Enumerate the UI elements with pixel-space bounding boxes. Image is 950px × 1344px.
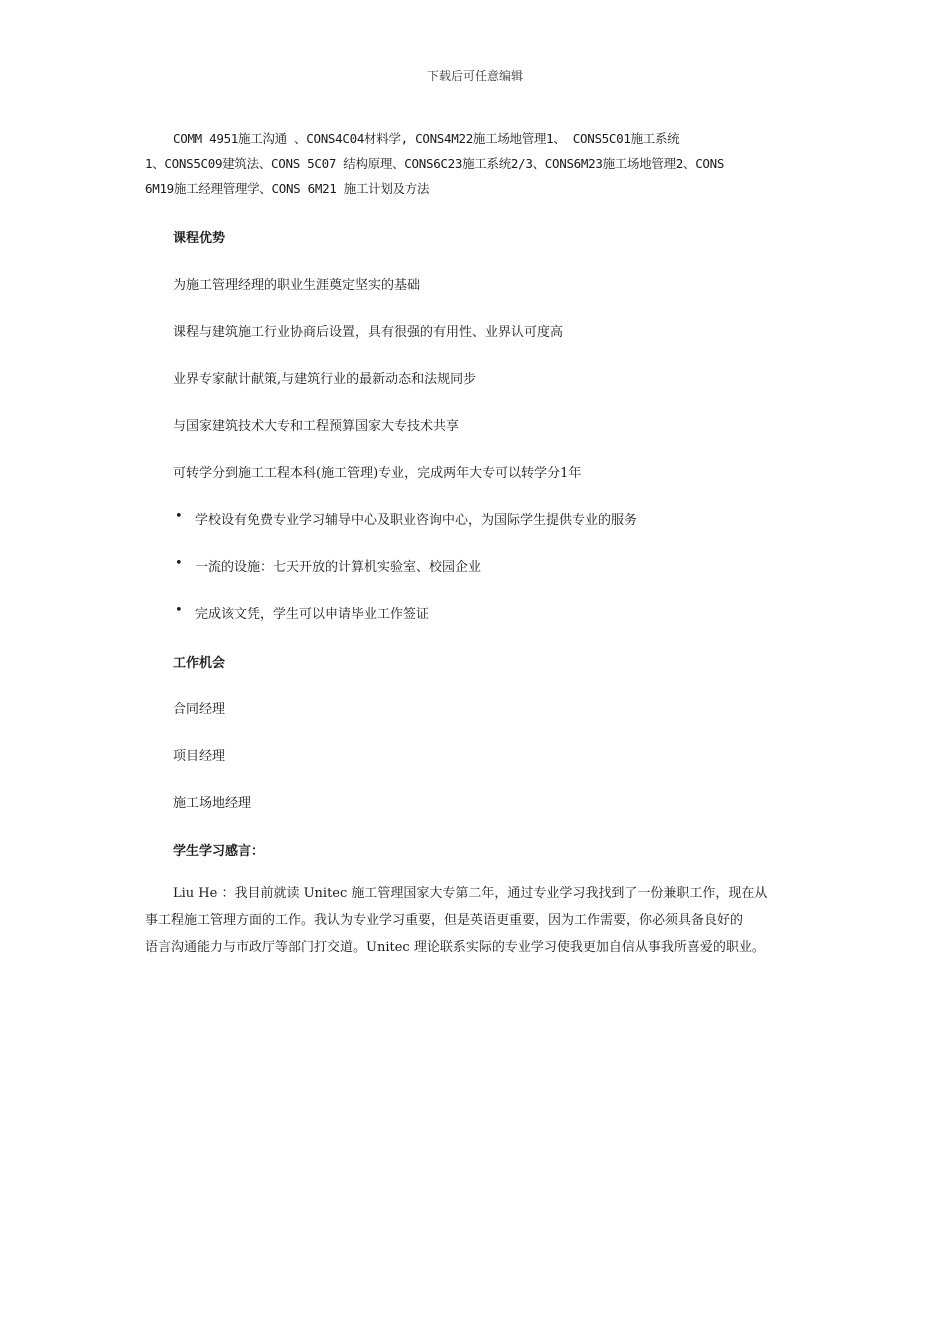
job-item: 施工场地经理	[173, 796, 252, 811]
bullet-item	[145, 603, 850, 622]
bullet-item	[145, 556, 850, 575]
page-header: 下载后可任意编辑	[426, 69, 523, 83]
testimonial-line-2: 事工程施工管理方面的工作。我认为专业学习重要，但是英语更重要，因为工作需要，你必须具备良好的	[145, 913, 744, 928]
bullet-text: 学校设有免费专业学习辅导中心及职业咨询中心，为国际学生提供专业的服务	[195, 513, 638, 528]
bullet-icon: •	[175, 603, 183, 618]
bullet-icon: •	[175, 509, 183, 524]
courses-line-1: COMM 4951施工沟通 、CONS4C04材料学, CONS4M22施工场地管理1、 CONS5C01施工系统	[173, 131, 680, 146]
bullet-text: 一流的设施：七天开放的计算机实验室、校园企业	[195, 560, 482, 575]
job-item: 合同经理	[173, 702, 226, 717]
advantage-item: 与国家建筑技术大专和工程预算国家大专技术共享	[173, 419, 460, 434]
testimonial-heading: 学生学习感言：	[173, 844, 265, 859]
bullet-text: 完成该文凭，学生可以申请毕业工作签证	[195, 607, 430, 622]
testimonial-line-1: Liu He ：我目前就读 Unitec 施工管理国家大专第二年，通过专业学习我找到了一份兼职工作，现在从	[173, 886, 768, 901]
advantage-item: 可转学分到施工工程本科(施工管理)专业，完成两年大专可以转学分1年	[173, 466, 582, 481]
jobs-heading: 工作机会	[173, 656, 226, 671]
advantage-item: 业界专家献计献策,与建筑行业的最新动态和法规同步	[173, 372, 477, 387]
bullet-icon: •	[175, 556, 183, 571]
bullet-item	[145, 509, 850, 528]
testimonial-line-3: 语言沟通能力与市政厅等部门打交道。Unitec 理论联系实际的专业学习使我更加自信从事我所喜爱的职业。	[145, 940, 765, 955]
job-item: 项目经理	[173, 749, 226, 764]
advantage-item: 为施工管理经理的职业生涯奠定坚实的基础	[173, 278, 421, 293]
advantage-item: 课程与建筑施工行业协商后设置，具有很强的有用性、业界认可度高	[173, 325, 564, 340]
courses-line-2: 1、CONS5C09建筑法、CONS 5C07 结构原理、CONS6C23施工系统2/3、CONS6M23施工场地管理2、CONS	[145, 156, 725, 171]
advantages-heading: 课程优势	[173, 231, 226, 246]
courses-line-3: 6M19施工经理管理学、CONS 6M21 施工计划及方法	[145, 181, 430, 196]
